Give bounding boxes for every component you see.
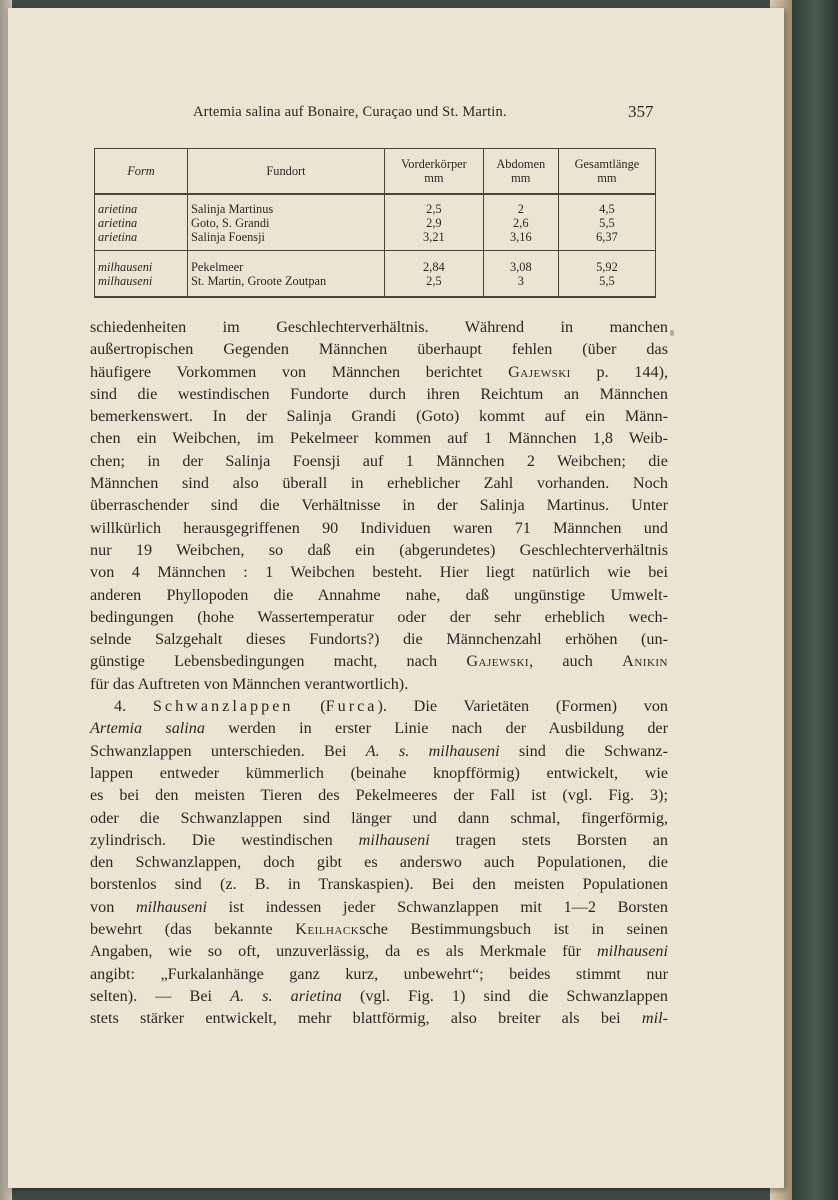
header-form: Form	[95, 149, 188, 195]
form-cell: arietina arietina arietina	[95, 194, 188, 251]
text-line: bewehrt (das bekannte Keilhacksche Bestimmungsbuch ist in seinen	[90, 920, 669, 939]
table-header-row	[95, 149, 656, 195]
abdomen-cell: 2 2,6 3,16	[483, 194, 558, 251]
text-line: anderen Phyllopoden die Annahme nahe, daß ungünstige Umwelt-	[90, 585, 668, 604]
text-line: chen ein Weibchen, im Pekelmeer kommen auf 1 Männchen 1,8 Weib-	[90, 429, 668, 448]
text-line: oder die Schwanzlappen sind länger und dann schmal, fingerförmig,	[90, 808, 668, 827]
text-line: borstenlos sind (z. B. in Transkaspien). Bei den meisten Populationen	[90, 875, 668, 894]
fundort-cell: Salinja Martinus Goto, S. Grandi Salinja Foensji	[188, 194, 385, 251]
form-cell: milhauseni milhauseni	[95, 251, 188, 297]
text-line: bemerkenswert. In der Salinja Grandi (Goto) kommt auf ein Männ-	[90, 407, 668, 426]
gesamt-cell: 4,5 5,5 6,37	[558, 194, 655, 251]
text-line: bedingungen (hohe Wassertemperatur oder der sehr erheblich wech-	[90, 607, 668, 626]
text-line: von 4 Männchen : 1 Weibchen besteht. Hier liegt natürlich wie bei	[90, 563, 668, 582]
header-abdomen: Abdomen mm	[483, 149, 558, 195]
text-line: angibt: „Furkalanhänge ganz kurz, unbewehrt“; beides stimmt nur	[90, 964, 668, 983]
measurement-table	[94, 148, 656, 298]
header-fundort: Fundort	[188, 149, 385, 195]
vorderkoerper-cell: 2,5 2,9 3,21	[385, 194, 484, 251]
abdomen-cell: 3,08 3	[483, 251, 558, 297]
table-row	[95, 251, 656, 297]
paragraph-sex-ratio	[90, 316, 668, 695]
page-number: 357	[628, 102, 654, 121]
text-line: günstige Lebensbedingungen macht, nach Gajewski, auch Anikin	[90, 652, 668, 671]
text-line: Männchen sind also überall in erheblicher Zahl vorhanden. Noch	[90, 474, 668, 493]
text-line: von milhauseni ist indessen jeder Schwanzlappen mit 1—2 Borsten	[90, 897, 668, 916]
running-head	[8, 104, 784, 126]
text-line: willkürlich herausgegriffenen 90 Individuen waren 71 Männchen und	[90, 518, 668, 537]
paragraph-furca	[90, 695, 668, 1029]
text-line: 4. Schwanzlappen (Furca). Die Varietäten (Formen) von	[114, 697, 669, 716]
text-line: lappen entweder kümmerlich (beinahe knopfförmig) entwickelt, wie	[90, 763, 668, 782]
text-line: zylindrisch. Die westindischen milhauseni tragen stets Borsten an	[90, 830, 669, 849]
text-line: Schwanzlappen unterschieden. Bei A. s. milhauseni sind die Schwanz-	[90, 741, 668, 760]
book-page	[8, 8, 784, 1188]
vorderkoerper-cell: 2,84 2,5	[385, 251, 484, 297]
text-line: es bei den meisten Tieren des Pekelmeeres der Fall ist (vgl. Fig. 3);	[90, 786, 668, 805]
text-line: selten). — Bei A. s. arietina (vgl. Fig. 1) sind die Schwanzlappen	[90, 986, 668, 1005]
text-line: Angaben, wie so oft, unzuverlässig, da es als Merkmale für milhauseni	[90, 942, 668, 961]
body-text	[90, 316, 668, 1030]
text-line: selnde Salzgehalt dieses Fundorts?) die Männchenzahl erhöhen (un-	[90, 630, 668, 649]
running-title: Artemia salina auf Bonaire, Curaçao und St. Martin.	[193, 104, 507, 120]
header-vorderkoerper: Vorderkörper mm	[385, 149, 484, 195]
text-line: sind die westindischen Fundorte durch ihren Reichtum an Männchen	[90, 384, 668, 403]
text-line: chen; in der Salinja Foensji auf 1 Männchen 2 Weibchen; die	[90, 451, 668, 470]
text-line: überraschender sind die Verhältnisse in der Salinja Martinus. Unter	[90, 496, 668, 515]
paper-speck	[670, 330, 674, 336]
header-gesamtlaenge: Gesamtlänge mm	[558, 149, 655, 195]
text-line: Artemia salina werden in erster Linie nach der Ausbildung der	[90, 719, 668, 738]
text-line: den Schwanzlappen, doch gibt es anderswo auch Populationen, die	[90, 853, 668, 872]
text-line: schiedenheiten im Geschlechterverhältnis. Während in manchen	[90, 318, 668, 336]
text-line: nur 19 Weibchen, so daß ein (abgerundetes) Geschlechterverhältnis	[90, 540, 668, 559]
gesamt-cell: 5,92 5,5	[558, 251, 655, 297]
text-line: für das Auftreten von Männchen verantwortlich).	[90, 674, 409, 693]
text-line: stets stärker entwickelt, mehr blattförmig, also breiter als bei mil-	[90, 1009, 668, 1028]
table-row	[95, 194, 656, 251]
text-line: außertropischen Gegenden Männchen überhaupt fehlen (über das	[90, 340, 668, 359]
text-line: häufigere Vorkommen von Männchen berichtet Gajewski p. 144),	[90, 362, 668, 381]
fundort-cell: Pekelmeer St. Martin, Groote Zoutpan	[188, 251, 385, 297]
book-cover	[792, 0, 838, 1200]
